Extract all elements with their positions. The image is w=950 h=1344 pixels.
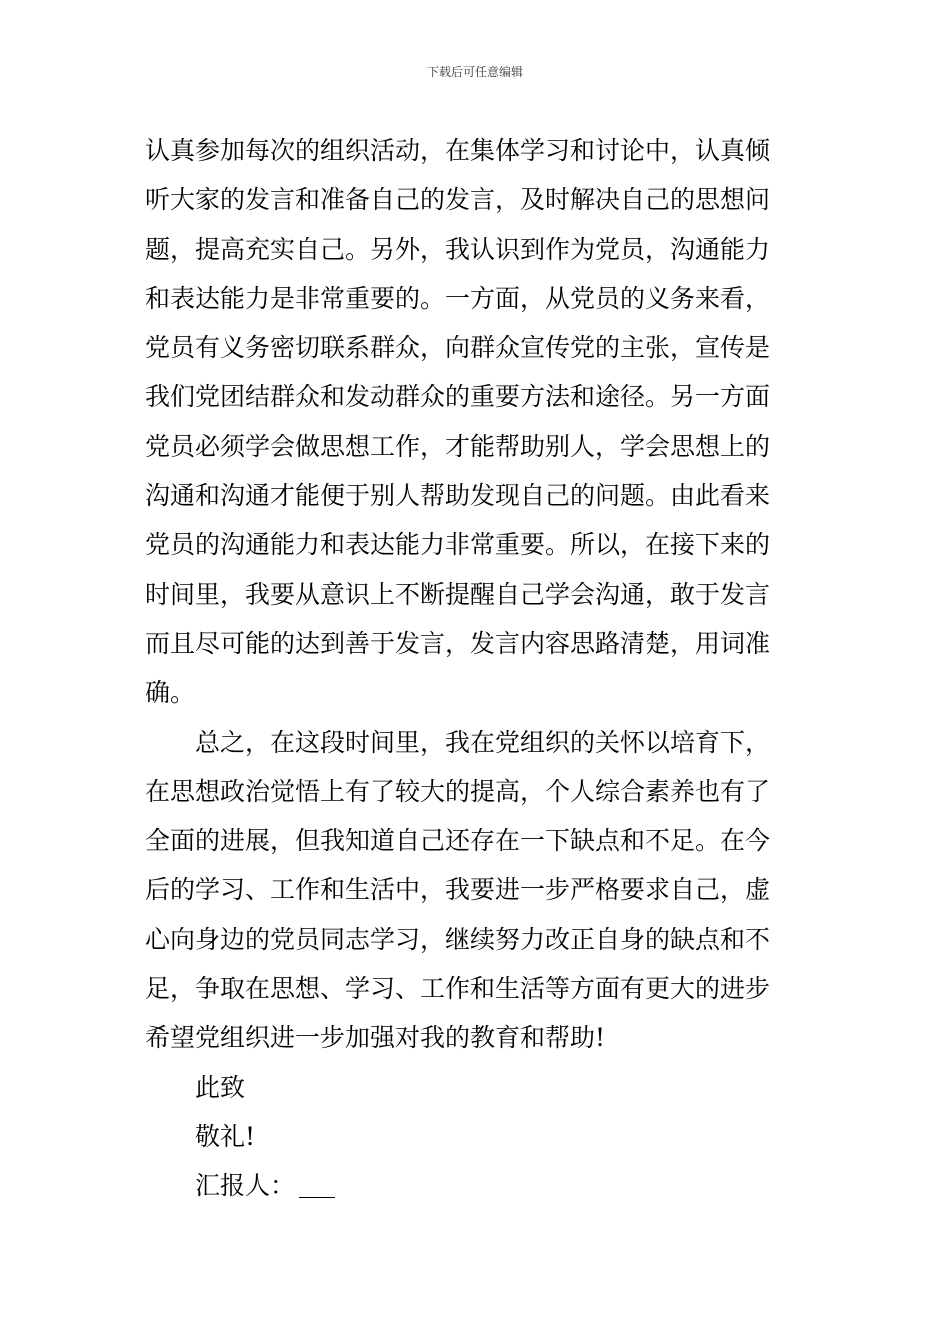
paragraph-line: 党员有义务密切联系群众，向群众宣传党的主张，宣传是 (145, 333, 771, 363)
closing-salutation: 此致 (195, 1072, 246, 1102)
paragraph-line: 题，提高充实自己。另外，我认识到作为党员，沟通能力 (145, 234, 771, 264)
reporter-blank (299, 1175, 335, 1198)
paragraph-line: 心向身边的党员同志学习，继续努力改正自身的缺点和不 (145, 924, 771, 954)
closing-regards: 敬礼! (195, 1121, 256, 1151)
closing-block (145, 1063, 807, 1211)
paragraph-line: 总之，在这段时间里，我在党组织的关怀以培育下， (195, 727, 771, 757)
document-body (145, 126, 807, 1211)
reporter-label: 汇报人： (195, 1171, 296, 1201)
paragraph-line: 足，争取在思想、学习、工作和生活等方面有更大的进步 (145, 974, 771, 1004)
paragraph-line: 沟通和沟通才能便于别人帮助发现自己的问题。由此看来 (145, 481, 771, 511)
paragraph-line: 希望党组织进一步加强对我的教育和帮助! (145, 1023, 606, 1053)
paragraph-line: 听大家的发言和准备自己的发言，及时解决自己的思想问 (145, 185, 771, 215)
paragraph-2 (145, 718, 807, 1063)
paragraph-line: 党员的沟通能力和表达能力非常重要。所以，在接下来的 (145, 530, 771, 560)
reporter-line (145, 1161, 807, 1210)
paragraph-line: 确。 (145, 678, 196, 708)
paragraph-line: 认真参加每次的组织活动，在集体学习和讨论中，认真倾 (145, 136, 771, 165)
paragraph-line: 而且尽可能的达到善于发言，发言内容思路清楚，用词准 (145, 628, 771, 658)
paragraph-line: 党员必须学会做思想工作，才能帮助别人，学会思想上的 (145, 431, 771, 461)
paragraph-line: 时间里，我要从意识上不断提醒自己学会沟通，敢于发言 (145, 579, 771, 609)
paragraph-line: 在思想政治觉悟上有了较大的提高，个人综合素养也有了 (145, 776, 771, 806)
paragraph-line: 我们党团结群众和发动群众的重要方法和途径。另一方面 (145, 382, 771, 412)
page-header: 下载后可任意编辑 (426, 65, 523, 79)
paragraph-line: 后的学习、工作和生活中，我要进一步严格要求自己，虚 (145, 875, 771, 905)
paragraph-line: 全面的进展，但我知道自己还存在一下缺点和不足。在今 (145, 826, 771, 856)
paragraph-line: 和表达能力是非常重要的。一方面，从党员的义务来看， (145, 283, 771, 313)
paragraph-1 (145, 126, 807, 718)
